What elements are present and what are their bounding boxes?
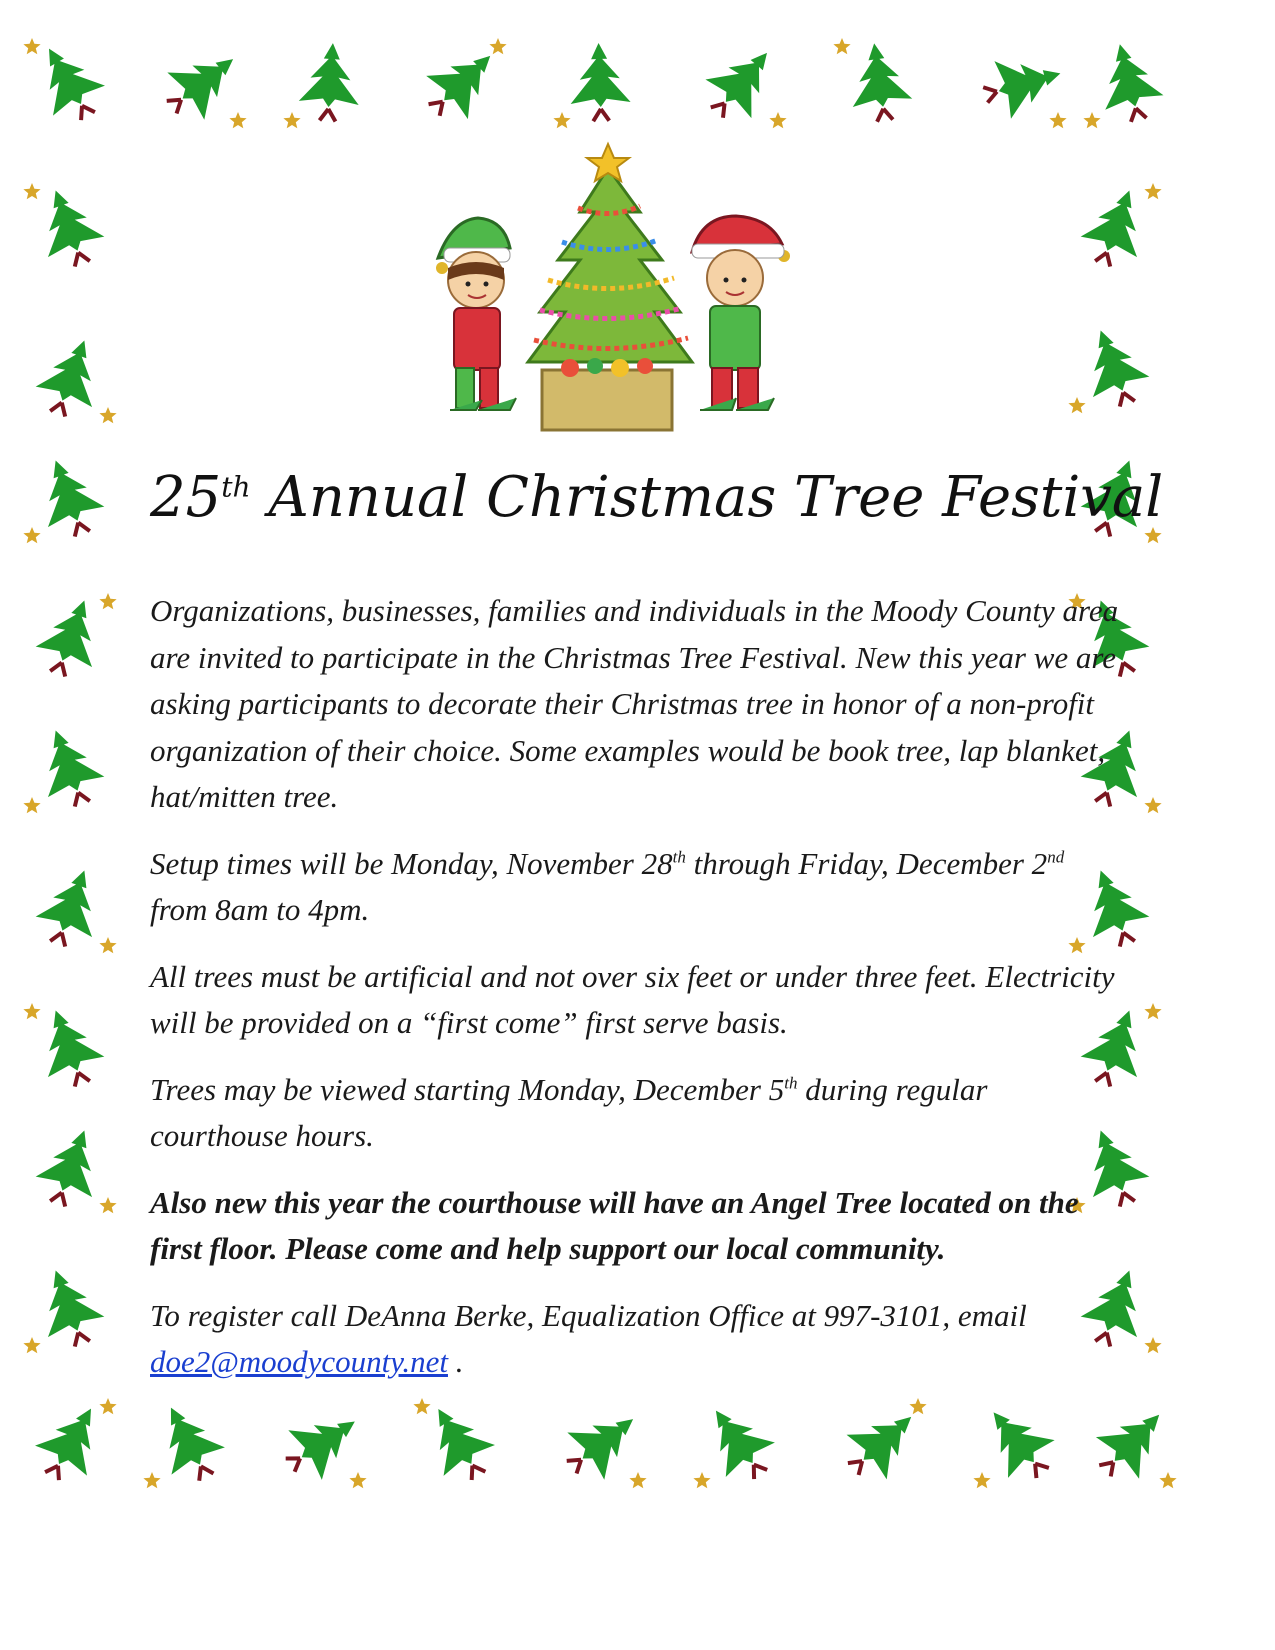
christmas-tree-icon	[29, 330, 112, 424]
star-icon	[23, 797, 40, 813]
star-icon	[833, 38, 850, 54]
christmas-tree-icon	[29, 1120, 112, 1214]
christmas-tree-icon	[691, 1393, 785, 1491]
email-link[interactable]: doe2@moodycounty.net	[150, 1344, 448, 1379]
christmas-tree-icon	[1091, 37, 1168, 127]
star-icon	[99, 593, 116, 609]
christmas-tree-icon	[27, 1000, 110, 1094]
christmas-tree-icon	[569, 42, 632, 122]
angel-tree-paragraph: Also new this year the courthouse will have an Angel Tree located on the first floor. Please come and help support our local community.	[150, 1184, 1079, 1266]
viewing-text-1: Trees may be viewed starting Monday, December 5	[150, 1071, 785, 1107]
star-icon	[1083, 112, 1100, 128]
title-text: Annual Christmas Tree Festival	[268, 465, 1164, 530]
star-icon	[629, 1472, 646, 1488]
setup-sup-1: th	[672, 847, 686, 867]
star-icon	[349, 1472, 366, 1488]
star-icon	[283, 112, 300, 128]
viewing-text-2: during regular courthouse hours.	[150, 1071, 988, 1153]
elf-icon	[692, 216, 790, 410]
christmas-tree-icon	[977, 45, 1069, 124]
setup-paragraph	[150, 841, 1120, 934]
christmas-tree-icon	[144, 1394, 233, 1491]
star-icon	[23, 1003, 40, 1019]
christmas-tree-icon	[413, 1394, 505, 1492]
christmas-tree-icon	[694, 34, 790, 132]
christmas-tree-icon	[26, 1394, 117, 1492]
star-icon	[99, 1197, 116, 1213]
christmas-tree-icon	[1074, 180, 1157, 274]
star-icon	[1068, 397, 1085, 413]
star-icon	[1144, 797, 1161, 813]
christmas-tree-icon	[29, 590, 112, 684]
christmas-tree-icon	[844, 39, 914, 125]
christmas-tree-icon	[29, 860, 112, 954]
christmas-tree-icon	[970, 1393, 1066, 1491]
star-icon	[23, 527, 40, 543]
star-icon	[1144, 1337, 1161, 1353]
star-icon	[693, 1472, 710, 1488]
elf-icon	[436, 218, 516, 410]
star-icon	[769, 112, 786, 128]
setup-text-2: through Friday, December 2	[685, 845, 1048, 881]
christmas-tree-icon	[1072, 320, 1155, 414]
setup-sup-2: nd	[1047, 847, 1065, 867]
elves-christmas-tree-illustration	[430, 140, 850, 450]
star-icon	[143, 1472, 160, 1488]
christmas-tree-icon	[27, 180, 110, 274]
christmas-tree-icon	[23, 34, 114, 132]
register-text: To register call DeAnna Berke, Equalization Office at 997-3101, email	[150, 1297, 1027, 1333]
gift-box-icon	[542, 358, 672, 430]
star-icon	[489, 38, 506, 54]
christmas-tree-icon	[27, 450, 110, 544]
star-icon	[1144, 1003, 1161, 1019]
star-icon	[23, 183, 40, 199]
title-number: 25	[150, 465, 222, 530]
star-icon	[553, 112, 570, 128]
page-title	[150, 465, 1164, 530]
setup-text-1: Setup times will be Monday, November 28	[150, 845, 673, 881]
star-icon	[99, 1398, 116, 1414]
star-icon	[973, 1472, 990, 1488]
viewing-paragraph	[150, 1067, 1120, 1160]
star-icon	[1049, 112, 1066, 128]
christmas-tree-icon	[27, 720, 110, 814]
star-icon	[1159, 1472, 1176, 1488]
title-ordinal: th	[221, 470, 251, 504]
setup-text-3: from 8am to 4pm.	[150, 892, 370, 927]
register-suffix: .	[447, 1344, 464, 1379]
star-icon	[23, 38, 40, 54]
star-icon	[1144, 183, 1161, 199]
christmas-tree-icon	[528, 168, 692, 362]
announcement-body	[150, 588, 1120, 1406]
register-paragraph	[150, 1293, 1120, 1386]
christmas-tree-icon	[298, 41, 363, 123]
star-icon	[23, 1337, 40, 1353]
intro-paragraph: Organizations, businesses, families and individuals in the Moody County area are invited to participate in the Christmas Tree Festival. New this year we are asking participants to decorate their Christmas tree in honor of a non-profit organization of their choice. Some examples would be book tree, lap blanket, hat/mitten tree.	[150, 593, 1119, 814]
rules-paragraph: All trees must be artificial and not over six feet or under three feet. Electricity will be provided on a “first come” first serve basis.	[150, 958, 1115, 1040]
star-icon	[229, 112, 246, 128]
christmas-tree-icon	[27, 1260, 110, 1354]
star-icon	[99, 407, 116, 423]
viewing-sup: th	[784, 1073, 798, 1093]
star-icon	[99, 937, 116, 953]
